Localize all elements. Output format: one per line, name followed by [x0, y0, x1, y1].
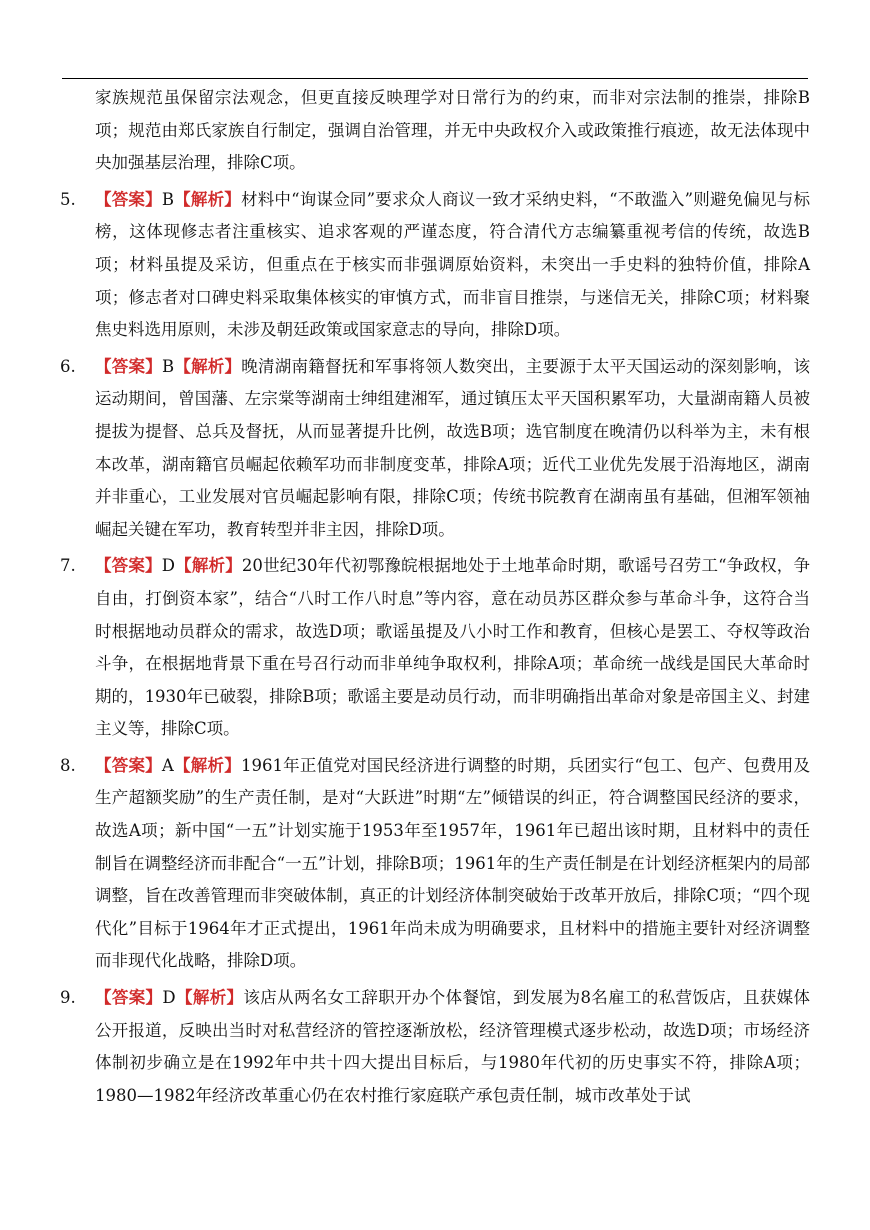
answer-tag: 【答案】 [95, 189, 162, 209]
answer-tag: 【答案】 [95, 356, 162, 376]
analysis-tag: 【解析】 [175, 988, 244, 1008]
answer-tag: 【答案】 [95, 755, 162, 775]
answer-item-6 [60, 351, 810, 547]
analysis-text: 20世纪30年代初鄂豫皖根据地处于土地革命时期，歌谣号召劳工“争政权，争自由，打倒资本家”，结合“八时工作八时息”等内容，意在动员苏区群众参与革命斗争，这符合当时根据地动员群众的需求，故选D项；歌谣虽提及八小时工作和教育，但核心是罢工、夺权等政治斗争，在根据地背景下重在号召行动而非单纯争取权利，排除A项；革命统一战线是国民大革命时期的，1930年已破裂，排除B项；歌谣主要是动员行动，而非明确指出革命对象是帝国主义、封建主义等，排除C项。 [95, 556, 810, 739]
item-number: 6. [60, 356, 76, 376]
answer-letter: D [161, 556, 175, 576]
answer-item-5 [60, 184, 810, 347]
answer-letter: B [161, 356, 175, 376]
analysis-text: 材料中“询谋佥同”要求众人商议一致才采纳史料，“不敢滥入”则避免偏见与标榜，这体现修志者注重核实、追求客观的严谨态度，符合清代方志编纂重视考信的传统，故选B项；材料虽提及采访，但重点在于核实而非强调原始资料，未突出一手史料的独特价值，排除A项；修志者对口碑史料采取集体核实的审慎方式，而非盲目推崇，与迷信无关，排除C项；材料聚焦史料选用原则，未涉及朝廷政策或国家意志的导向，排除D项。 [95, 189, 811, 340]
answer-item-8 [60, 750, 810, 978]
answer-analysis-body [60, 82, 810, 1112]
item-number: 8. [60, 755, 76, 775]
answer-tag: 【答案】 [95, 988, 163, 1008]
analysis-tag: 【解析】 [174, 356, 242, 376]
answer-item-7 [60, 550, 810, 746]
continuation-paragraph: 家族规范虽保留宗法观念，但更直接反映理学对日常行为的约束，而非对宗法制的推崇，排除B项；规范由郑氏家族自行制定，强调自治管理，并无中央政权介入或政策推行痕迹，故无法体现中央加强基层治理，排除C项。 [95, 88, 810, 173]
answer-letter: A [161, 755, 174, 775]
answer-tag: 【答案】 [95, 556, 162, 576]
answer-item-9 [60, 982, 810, 1112]
analysis-text: 晚清湖南籍督抚和军事将领人数突出，主要源于太平天国运动的深刻影响，该运动期间，曾国藩、左宗棠等湖南士绅组建湘军，通过镇压太平天国积累军功，大量湖南籍人员被提拔为提督、总兵及督抚，从而显著提升比例，故选B项；选官制度在晚清仍以科举为主，未有根本改革，湖南籍官员崛起依赖军功而非制度变革，排除A项；近代工业优先发展于沿海地区，湖南并非重心，工业发展对官员崛起影响有限，排除C项；传统书院教育在湖南虽有基础，但湘军领袖崛起关键在军功，教育转型并非主因，排除D项。 [95, 356, 811, 539]
answer-letter: B [161, 189, 174, 209]
analysis-tag: 【解析】 [174, 556, 242, 576]
answer-letter: D [162, 988, 176, 1008]
analysis-text: 该店从两名女工辞职开办个体餐馆，到发展为8名雇工的私营饭店，且获媒体公开报道，反映出当时对私营经济的管控逐渐放松，经济管理模式逐步松动，故选D项；市场经济体制初步确立是在1992年中共十四大提出目标后，与1980年代初的历史事实不符，排除A项；1980—1982年经济改革重心仍在农村推行家庭联产承包责任制，城市改革处于试 [95, 988, 811, 1105]
header-rule [62, 78, 808, 79]
analysis-tag: 【解析】 [173, 189, 242, 209]
item-number: 7. [60, 556, 76, 576]
item-number: 5. [60, 189, 76, 209]
analysis-tag: 【解析】 [173, 755, 241, 775]
analysis-text: 1961年正值党对国民经济进行调整的时期，兵团实行“包工、包产、包费用及生产超额奖励”的生产责任制，是对“大跃进”时期“左”倾错误的纠正，符合调整国民经济的要求，故选A项；新中国“一五”计划实施于1953年至1957年，1961年已超出该时期，且材料中的责任制旨在调整经济而非配合“一五”计划，排除B项；1961年的生产责任制是在计划经济框架内的局部调整，旨在改善管理而非突破体制，真正的计划经济体制突破始于改革开放后，排除C项；“四个现代化”目标于1964年才正式提出，1961年尚未成为明确要求，且材料中的措施主要针对经济调整而非现代化战略，排除D项。 [95, 755, 811, 971]
item-number: 9. [60, 988, 76, 1008]
